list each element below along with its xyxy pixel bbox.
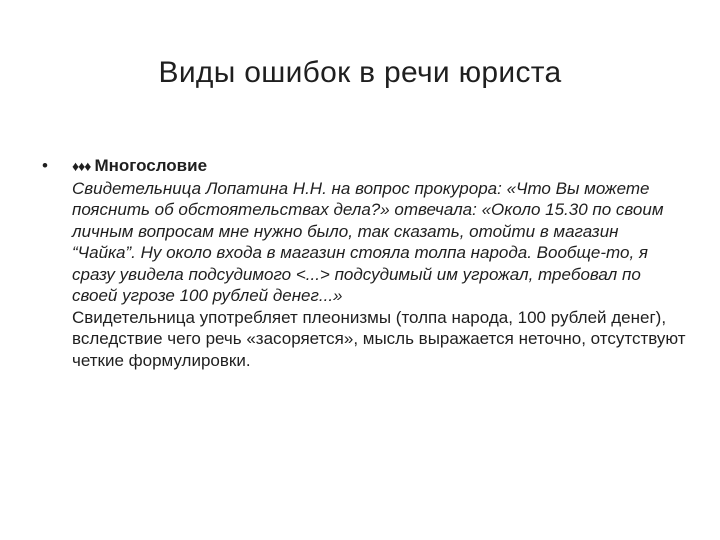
testimony-quote: Свидетельница Лопатина Н.Н. на вопрос прокурора: «Что Вы можете пояснить об обстоятельствах дела?» отвечала: «Около 15.30 по своим личным вопросам мне нужно было, так сказать, отойти в магазин “Чайка”. Ну около входа в магазин стояла толпа народа. Вообще-то, я сразу увидела подсудимого <...> подсудимый им угрожал, требовал по своей угрозе 100 рублей денег...» — [72, 178, 664, 305]
item-heading: Многословие — [94, 156, 208, 175]
bullet-dot-icon: • — [42, 156, 48, 175]
slide-title: Виды ошибок в речи юриста — [158, 56, 562, 89]
diamond-markers-icon: ♦♦♦ — [72, 158, 91, 174]
slide-content — [36, 155, 686, 371]
item-heading-line — [72, 155, 686, 178]
bullet-item — [36, 155, 686, 371]
analysis-comment: Свидетельница употребляет плеонизмы (толпа народа, 100 рублей денег), вследствие чего речь «засоряется», мысль выражается неточно, отсутствуют четкие формулировки. — [72, 307, 686, 370]
